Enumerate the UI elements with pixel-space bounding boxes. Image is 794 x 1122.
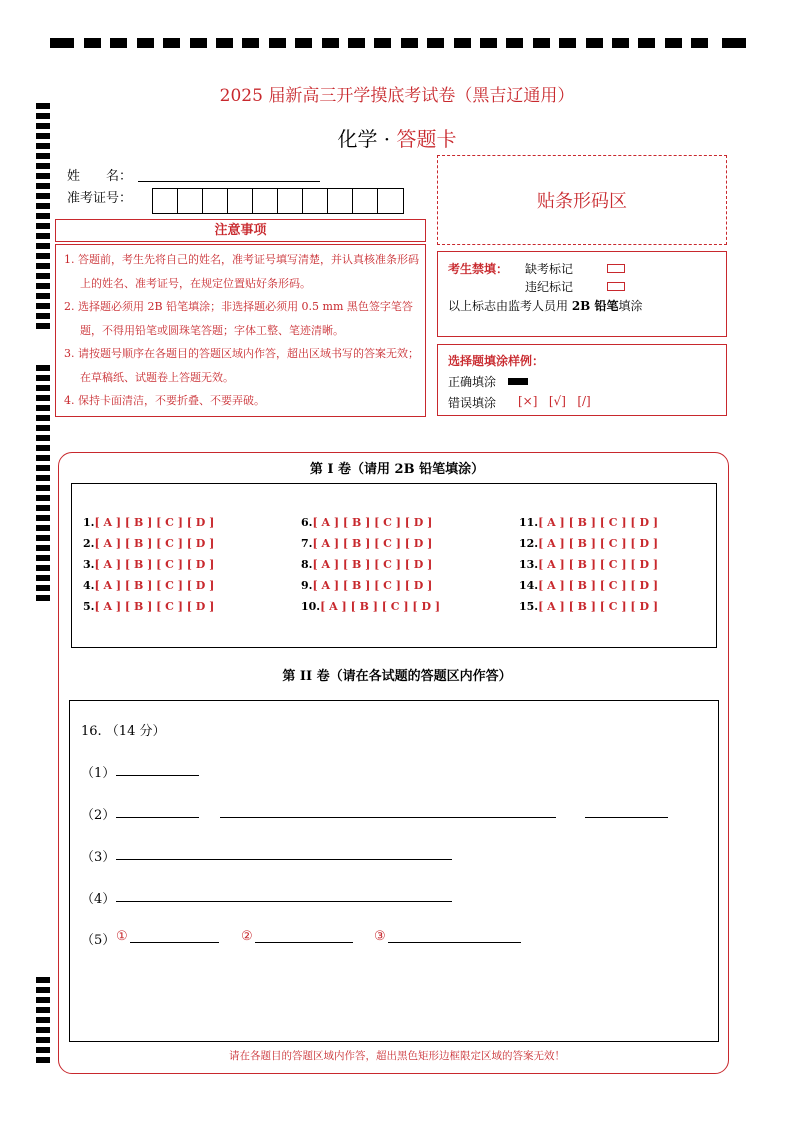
timing-mark: [163, 38, 180, 48]
q16-answer-box: [69, 700, 719, 1042]
id-digit-box[interactable]: [153, 189, 178, 213]
timing-mark: [242, 38, 259, 48]
mcq-question-3[interactable]: [83, 558, 214, 571]
timing-mark: [36, 273, 50, 279]
timing-mark: [36, 485, 50, 491]
timing-mark: [36, 565, 50, 571]
timing-mark: [454, 38, 471, 48]
question-number: 2.: [83, 537, 95, 550]
notice-item: 3. 请按题号顺序在各题目的答题区域内作答，超出区域书写的答案无效；在草稿纸、试题卷上答题无效。: [64, 347, 419, 384]
answer-line[interactable]: [116, 817, 199, 818]
timing-mark: [36, 183, 50, 189]
timing-mark: [533, 38, 550, 48]
timing-mark: [295, 38, 312, 48]
part-label: （2）: [81, 808, 116, 823]
answer-line[interactable]: [585, 817, 668, 818]
answer-options[interactable]: [ A ] [ B ] [ C ] [ D ]: [94, 537, 215, 550]
timing-mark: [36, 425, 50, 431]
timing-mark: [401, 38, 418, 48]
proctor-note-bold: 2B 铅笔: [571, 299, 619, 313]
timing-mark: [36, 313, 50, 319]
section2-title: 第 II 卷（请在各试题的答题区内作答）: [282, 669, 512, 684]
answer-options[interactable]: [ A ] [ B ] [ C ] [ D ]: [312, 579, 433, 592]
mcq-question-7[interactable]: [301, 537, 432, 550]
timing-mark: [84, 38, 101, 48]
id-digit-box[interactable]: [228, 189, 253, 213]
answer-line[interactable]: [130, 942, 219, 943]
timing-mark: [36, 113, 50, 119]
timing-mark: [36, 375, 50, 381]
mcq-question-13[interactable]: [519, 558, 658, 571]
fill-example-box: [437, 344, 727, 416]
name-field[interactable]: [138, 181, 320, 182]
answer-options[interactable]: [ A ] [ B ] [ C ] [ D ]: [312, 516, 433, 529]
subject-name: 化学 ·: [337, 127, 397, 151]
correct-fill-label: 正确填涂: [448, 375, 497, 389]
circled-number: ③: [374, 929, 386, 944]
answer-line[interactable]: [255, 942, 353, 943]
timing-mark: [36, 385, 50, 391]
circled-number: ①: [116, 929, 128, 944]
proctor-note-prefix: 以上标志由监考人员用: [448, 299, 572, 313]
question-number: 8.: [301, 558, 313, 571]
mcq-question-6[interactable]: [301, 516, 432, 529]
question-number: 10.: [301, 600, 321, 613]
example-title: 选择题填涂样例：: [448, 354, 545, 368]
answer-options[interactable]: [ A ] [ B ] [ C ] [ D ]: [312, 558, 433, 571]
question-number: 5.: [83, 600, 95, 613]
id-digit-box[interactable]: [328, 189, 353, 213]
timing-mark: [480, 38, 497, 48]
answer-options[interactable]: [ A ] [ B ] [ C ] [ D ]: [94, 516, 215, 529]
timing-mark: [36, 323, 50, 329]
timing-mark: [36, 203, 50, 209]
timing-mark: [36, 1017, 50, 1023]
q16-heading: 16. （14 分）: [81, 724, 166, 739]
mcq-question-1[interactable]: [83, 516, 214, 529]
timing-mark: [36, 1037, 50, 1043]
timing-mark: [36, 575, 50, 581]
wrong-fill-label: 错误填涂: [448, 396, 497, 410]
timing-mark: [110, 38, 127, 48]
question-number: 12.: [519, 537, 539, 550]
timing-mark: [36, 223, 50, 229]
timing-mark: [36, 213, 50, 219]
timing-mark: [36, 283, 50, 289]
notice-title: 注意事项: [55, 219, 426, 242]
id-digit-box[interactable]: [378, 189, 403, 213]
proctor-only-box: [437, 251, 727, 337]
timing-mark: [36, 977, 50, 983]
timing-mark: [216, 38, 233, 48]
timing-mark: [691, 38, 708, 48]
timing-mark: [36, 193, 50, 199]
part-label: （5）: [81, 933, 116, 948]
timing-mark: [190, 38, 207, 48]
answer-line[interactable]: [220, 817, 556, 818]
answer-options[interactable]: [ A ] [ B ] [ C ] [ D ]: [538, 516, 659, 529]
answer-options[interactable]: [ A ] [ B ] [ C ] [ D ]: [538, 600, 659, 613]
timing-mark: [36, 243, 50, 249]
answer-options[interactable]: [ A ] [ B ] [ C ] [ D ]: [320, 600, 441, 613]
timing-mark: [36, 173, 50, 179]
part-label: （3）: [81, 850, 116, 865]
answer-options[interactable]: [ A ] [ B ] [ C ] [ D ]: [94, 558, 215, 571]
mcq-question-10[interactable]: [301, 600, 440, 613]
question-number: 7.: [301, 537, 313, 550]
answer-options[interactable]: [ A ] [ B ] [ C ] [ D ]: [94, 600, 215, 613]
answer-line[interactable]: [116, 859, 452, 860]
timing-mark: [50, 38, 74, 48]
timing-mark: [36, 303, 50, 309]
mcq-box: [71, 483, 717, 648]
timing-mark: [36, 163, 50, 169]
timing-mark: [36, 585, 50, 591]
mcq-question-4[interactable]: [83, 579, 214, 592]
timing-mark: [559, 38, 576, 48]
top-timing-marks: [50, 38, 746, 52]
answer-line[interactable]: [116, 775, 199, 776]
mcq-question-12[interactable]: [519, 537, 658, 550]
timing-mark: [269, 38, 286, 48]
subject-title: [0, 123, 794, 152]
timing-mark: [36, 445, 50, 451]
answer-options[interactable]: [ A ] [ B ] [ C ] [ D ]: [312, 537, 433, 550]
timing-mark: [506, 38, 523, 48]
question-number: 1.: [83, 516, 95, 529]
timing-mark: [36, 415, 50, 421]
mcq-question-14[interactable]: [519, 579, 658, 592]
timing-mark: [36, 525, 50, 531]
question-number: 3.: [83, 558, 95, 571]
question-number: 4.: [83, 579, 95, 592]
timing-mark: [722, 38, 746, 48]
timing-mark: [322, 38, 339, 48]
answer-line[interactable]: [388, 942, 521, 943]
timing-mark: [36, 153, 50, 159]
answer-options[interactable]: [ A ] [ B ] [ C ] [ D ]: [538, 579, 659, 592]
question-number: 6.: [301, 516, 313, 529]
timing-mark: [586, 38, 603, 48]
id-label: 准考证号：: [67, 191, 133, 206]
barcode-label: 贴条形码区: [537, 191, 627, 212]
timing-mark: [36, 1027, 50, 1033]
timing-mark: [612, 38, 629, 48]
absent-mark-box[interactable]: [607, 264, 625, 273]
timing-mark: [36, 233, 50, 239]
correct-fill-sample: [508, 378, 528, 385]
question-number: 11.: [519, 516, 539, 529]
part-label: （1）: [81, 766, 116, 781]
timing-mark: [36, 405, 50, 411]
timing-mark: [427, 38, 444, 48]
card-label: 答题卡: [396, 127, 457, 151]
wrong-fill-samples: [×] [√] [/]: [518, 394, 591, 408]
notice-item: 2. 选择题必须用 2B 铅笔填涂；非选择题必须用 0.5 mm 黑色签字笔答题，不得用铅笔或圆珠笔答题；字体工整、笔迹清晰。: [64, 300, 413, 337]
timing-mark: [36, 987, 50, 993]
timing-mark: [36, 515, 50, 521]
mcq-question-15[interactable]: [519, 600, 658, 613]
notice-box: [55, 244, 426, 417]
part-label: （4）: [81, 892, 116, 907]
timing-mark: [36, 555, 50, 561]
timing-mark: [36, 997, 50, 1003]
answer-options[interactable]: [ A ] [ B ] [ C ] [ D ]: [538, 558, 659, 571]
timing-mark: [36, 505, 50, 511]
answer-line[interactable]: [116, 901, 452, 902]
timing-mark: [36, 395, 50, 401]
proctor-title: 考生禁填：: [448, 262, 509, 276]
id-digit-box[interactable]: [353, 189, 378, 213]
timing-mark: [665, 38, 682, 48]
name-label: 姓 名：: [67, 169, 133, 184]
timing-mark: [36, 293, 50, 299]
violation-label: 违纪标记: [525, 280, 574, 294]
id-number-boxes[interactable]: [152, 188, 404, 214]
absent-label: 缺考标记: [525, 262, 574, 276]
timing-mark: [36, 495, 50, 501]
timing-mark: [36, 545, 50, 551]
timing-mark: [36, 595, 50, 601]
timing-mark: [36, 253, 50, 259]
timing-mark: [36, 1007, 50, 1013]
notice-item: 1. 答题前，考生先将自己的姓名，准考证号填写清楚，并认真核准条形码上的姓名、准考证号，在规定位置贴好条形码。: [64, 253, 419, 290]
proctor-note-suffix: 填涂: [618, 299, 643, 313]
answer-options[interactable]: [ A ] [ B ] [ C ] [ D ]: [538, 537, 659, 550]
question-number: 13.: [519, 558, 539, 571]
timing-mark: [348, 38, 365, 48]
timing-mark: [137, 38, 154, 48]
barcode-area: [437, 155, 727, 245]
timing-mark: [36, 535, 50, 541]
timing-mark: [36, 365, 50, 371]
violation-mark-box[interactable]: [607, 282, 625, 291]
answer-options[interactable]: [ A ] [ B ] [ C ] [ D ]: [94, 579, 215, 592]
id-digit-box[interactable]: [278, 189, 303, 213]
timing-mark: [374, 38, 391, 48]
mcq-question-5[interactable]: [83, 600, 214, 613]
id-digit-box[interactable]: [253, 189, 278, 213]
notice-item: 4. 保持卡面清洁，不要折叠、不要弄破。: [64, 394, 265, 407]
id-digit-box[interactable]: [303, 189, 328, 213]
section1-title: 第 I 卷（请用 2B 铅笔填涂）: [309, 462, 485, 477]
mcq-question-9[interactable]: [301, 579, 432, 592]
mcq-question-8[interactable]: [301, 558, 432, 571]
circled-number: ②: [241, 929, 253, 944]
id-digit-box[interactable]: [203, 189, 228, 213]
timing-mark: [638, 38, 655, 48]
question-number: 9.: [301, 579, 313, 592]
mcq-question-2[interactable]: [83, 537, 214, 550]
question-number: 14.: [519, 579, 539, 592]
id-digit-box[interactable]: [178, 189, 203, 213]
footer-warning: 请在各题目的答题区域内作答，超出黑色矩形边框限定区域的答案无效！: [229, 1050, 565, 1062]
proctor-note: [448, 297, 643, 314]
question-number: 15.: [519, 600, 539, 613]
exam-title: 2025 届新高三开学摸底考试卷（黑吉辽通用）: [219, 86, 575, 106]
mcq-question-11[interactable]: [519, 516, 658, 529]
timing-mark: [36, 435, 50, 441]
timing-mark: [36, 263, 50, 269]
